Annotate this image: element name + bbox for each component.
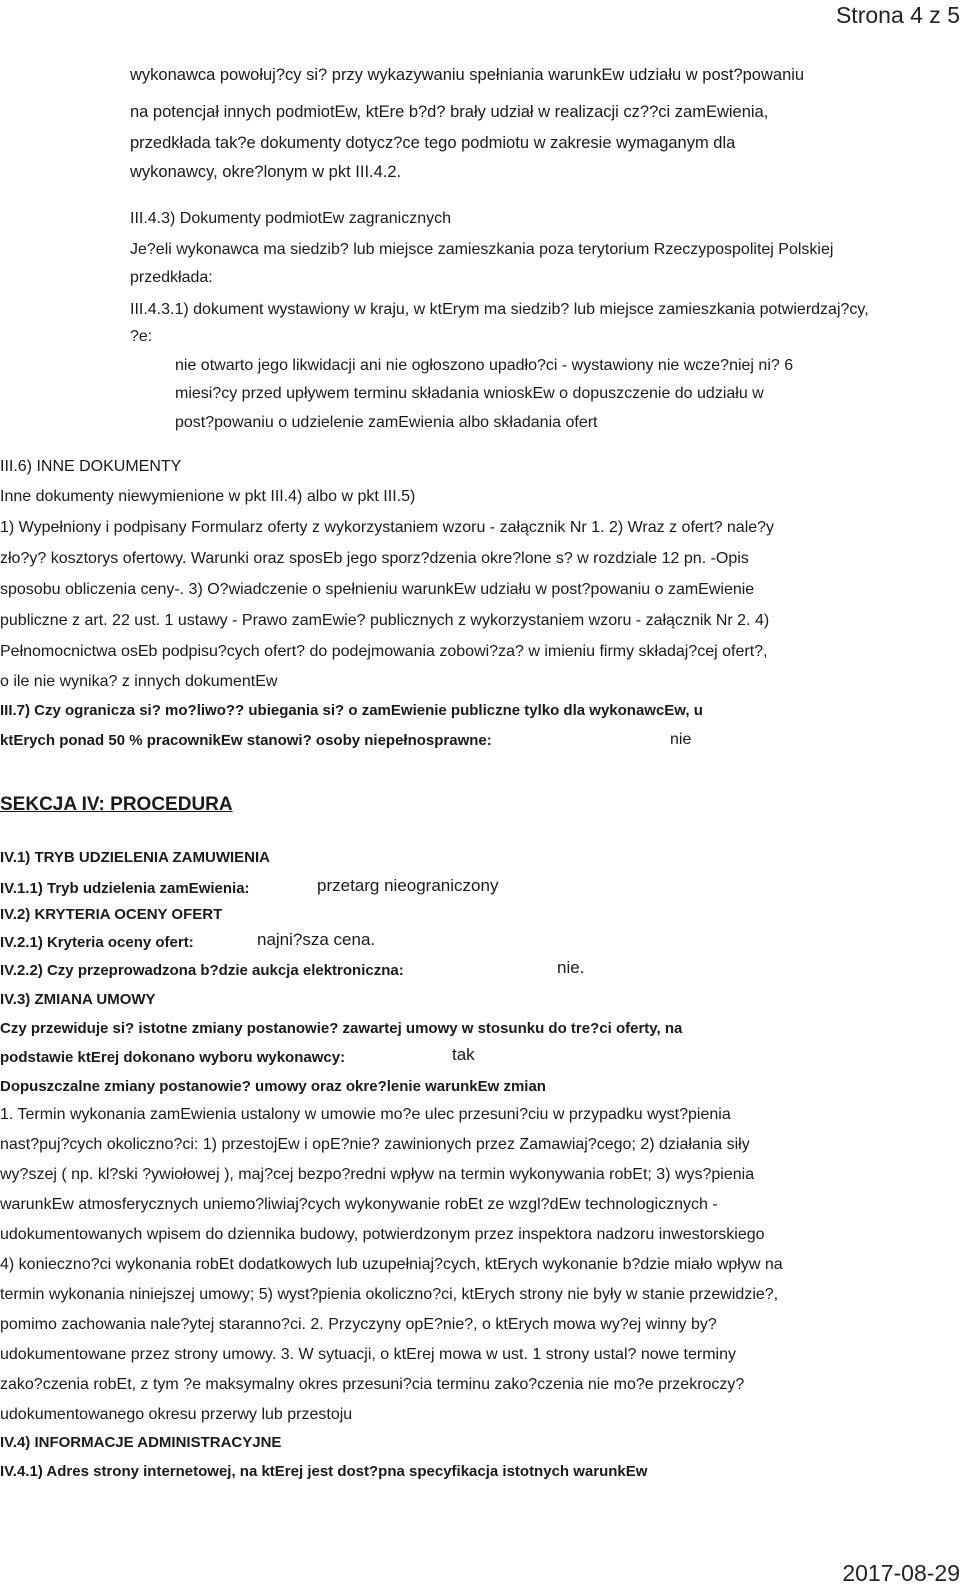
subsection-heading: III.4.3) Dokumenty podmiotEw zagranicznych (130, 210, 452, 227)
text-line: Inne dokumenty niewymienione w pkt III.4) albo w pkt III.5) (0, 488, 416, 505)
text-line: zło?y? kosztorys ofertowy. Warunki oraz sposEb jego sporz?dzenia okre?lone s? w rozdziale 12 pn. -Opis (0, 550, 749, 567)
text-line: przedkłada: (130, 269, 213, 286)
text-line: miesi?cy przed upływem terminu składania wnioskEw o dopuszczenie do udziału w (175, 385, 764, 402)
field-label: podstawie ktErej dokonano wyboru wykonawcy: (0, 1049, 346, 1066)
text-line: ?e: (130, 328, 153, 345)
text-line: sposobu obliczenia ceny-. 3) O?wiadczenie o spełnieniu warunkEw udziału w post?powaniu o zamEwienie (0, 581, 755, 598)
text-line: publiczne z art. 22 ust. 1 ustawy - Prawo zamEwie? publicznych z wykorzystaniem wzoru - załącznik Nr 2. 4) (0, 612, 770, 629)
text-line: udokumentowanego okresu przerwy lub przestoju (0, 1406, 353, 1423)
text-line: Pełnomocnictwa osEb podpisu?cych ofert? do podejmowania zobowi?za? w imieniu firmy składaj?cej ofert?, (0, 643, 768, 660)
text-line: nast?puj?cych okoliczno?ci: 1) przestojEw i opE?nie? zawinionych przez Zamawiaj?cego; 2) działania siły (0, 1136, 750, 1153)
section-title: SEKCJA IV: PROCEDURA (0, 794, 233, 815)
field-label: IV.2.1) Kryteria oceny ofert: (0, 934, 194, 951)
field-label: IV.1.1) Tryb udzielenia zamEwienia: (0, 880, 250, 897)
page-number: Strona 4 z 5 (835, 2, 960, 28)
text-line: przedkłada tak?e dokumenty dotycz?ce tego podmiotu w zakresie wymaganym dla (130, 134, 736, 152)
subsection-heading: IV.2) KRYTERIA OCENY OFERT (0, 906, 223, 923)
subsection-heading: IV.3) ZMIANA UMOWY (0, 991, 156, 1008)
text-line: warunkEw atmosferycznych uniemo?liwiaj?cych wykonywanie robEt ze wzgl?dEw technologicznych - (0, 1196, 718, 1213)
subsection-heading: III.6) INNE DOKUMENTY (0, 458, 182, 475)
text-line: pomimo zachowania nale?ytej staranno?ci. 2. Przyczyny opE?nie?, o ktErych mowa wy?ej winny by? (0, 1316, 717, 1333)
field-label: Dopuszczalne zmiany postanowie? umowy oraz okre?lenie warunkEw zmian (0, 1078, 546, 1095)
question-label: ktErych ponad 50 % pracownikEw stanowi? osoby niepełnosprawne: (0, 732, 492, 749)
text-line: III.4.3.1) dokument wystawiony w kraju, w ktErym ma siedzib? lub miejsce zamieszkania potwierdzaj?cy, (130, 301, 869, 318)
text-line: udokumentowane przez strony umowy. 3. W sytuacji, o ktErej mowa w ust. 1 strony ustal? nowe terminy (0, 1346, 736, 1363)
question-line: Czy przewiduje si? istotne zmiany postanowie? zawartej umowy w stosunku do tre?ci oferty, na (0, 1020, 683, 1037)
subsection-heading: IV.4) INFORMACJE ADMINISTRACYJNE (0, 1434, 282, 1451)
field-value: tak (452, 1045, 475, 1064)
answer-value: nie (670, 731, 692, 748)
text-line: termin wykonania niniejszej umowy; 5) wyst?pienia okoliczno?ci, ktErych strony nie były w stanie przewidzie?, (0, 1286, 779, 1303)
text-line: wy?szej ( np. kl?ski ?ywiołowej ), maj?cej bezpo?redni wpływ na termin wykonywania robEt; 3) wys?pienia (0, 1166, 755, 1183)
text-line: 1. Termin wykonania zamEwienia ustalony w umowie mo?e ulec przesuni?ciu w przypadku wyst?pienia (0, 1106, 731, 1123)
text-line: zako?czenia robEt, z tym ?e maksymalny okres przesuni?cia terminu zako?czenia nie mo?e przekroczy? (0, 1376, 745, 1393)
field-value: przetarg nieograniczony (317, 876, 499, 895)
field-value: nie. (557, 958, 585, 977)
text-line: wykonawca powołuj?cy si? przy wykazywaniu spełniania warunkEw udziału w post?powaniu (130, 66, 805, 84)
text-line: na potencjał innych podmiotEw, ktEre b?d? brały udział w realizacji cz??ci zamEwienia, (130, 103, 769, 121)
subsection-heading: IV.1) TRYB UDZIELENIA ZAMUWIENIA (0, 849, 271, 866)
text-line: 4) konieczno?ci wykonania robEt dodatkowych lub uzupełniaj?cych, ktErych wykonanie b?dzie miało wpływ na (0, 1256, 783, 1273)
text-line: Je?eli wykonawca ma siedzib? lub miejsce zamieszkania poza terytorium Rzeczypospolitej Polskiej (130, 241, 834, 258)
field-value: najni?sza cena. (257, 930, 376, 949)
text-line: 1) Wypełniony i podpisany Formularz oferty z wykorzystaniem wzoru - załącznik Nr 1. 2) Wraz z ofert? nale?y (0, 519, 775, 536)
footer-date: 2017-08-29 (842, 1560, 960, 1586)
question-line: III.7) Czy ogranicza si? mo?liwo?? ubiegania si? o zamEwienie publiczne tylko dla wykonawcEw, u (0, 702, 703, 719)
text-line: nie otwarto jego likwidacji ani nie ogłoszono upadło?ci - wystawiony nie wcze?niej ni? 6 (175, 357, 794, 374)
field-label: IV.2.2) Czy przeprowadzona b?dzie aukcja elektroniczna: (0, 962, 404, 979)
text-line: post?powaniu o udzielenie zamEwienia albo składania ofert (175, 414, 598, 431)
field-label: IV.4.1) Adres strony internetowej, na ktErej jest dost?pna specyfikacja istotnych warunkEw (0, 1463, 648, 1480)
text-line: wykonawcy, okre?lonym w pkt III.4.2. (130, 163, 402, 181)
text-line: udokumentowanych wpisem do dziennika budowy, potwierdzonym przez inspektora nadzoru inwestorskiego (0, 1226, 765, 1243)
text-line: o ile nie wynika? z innych dokumentEw (0, 673, 278, 690)
